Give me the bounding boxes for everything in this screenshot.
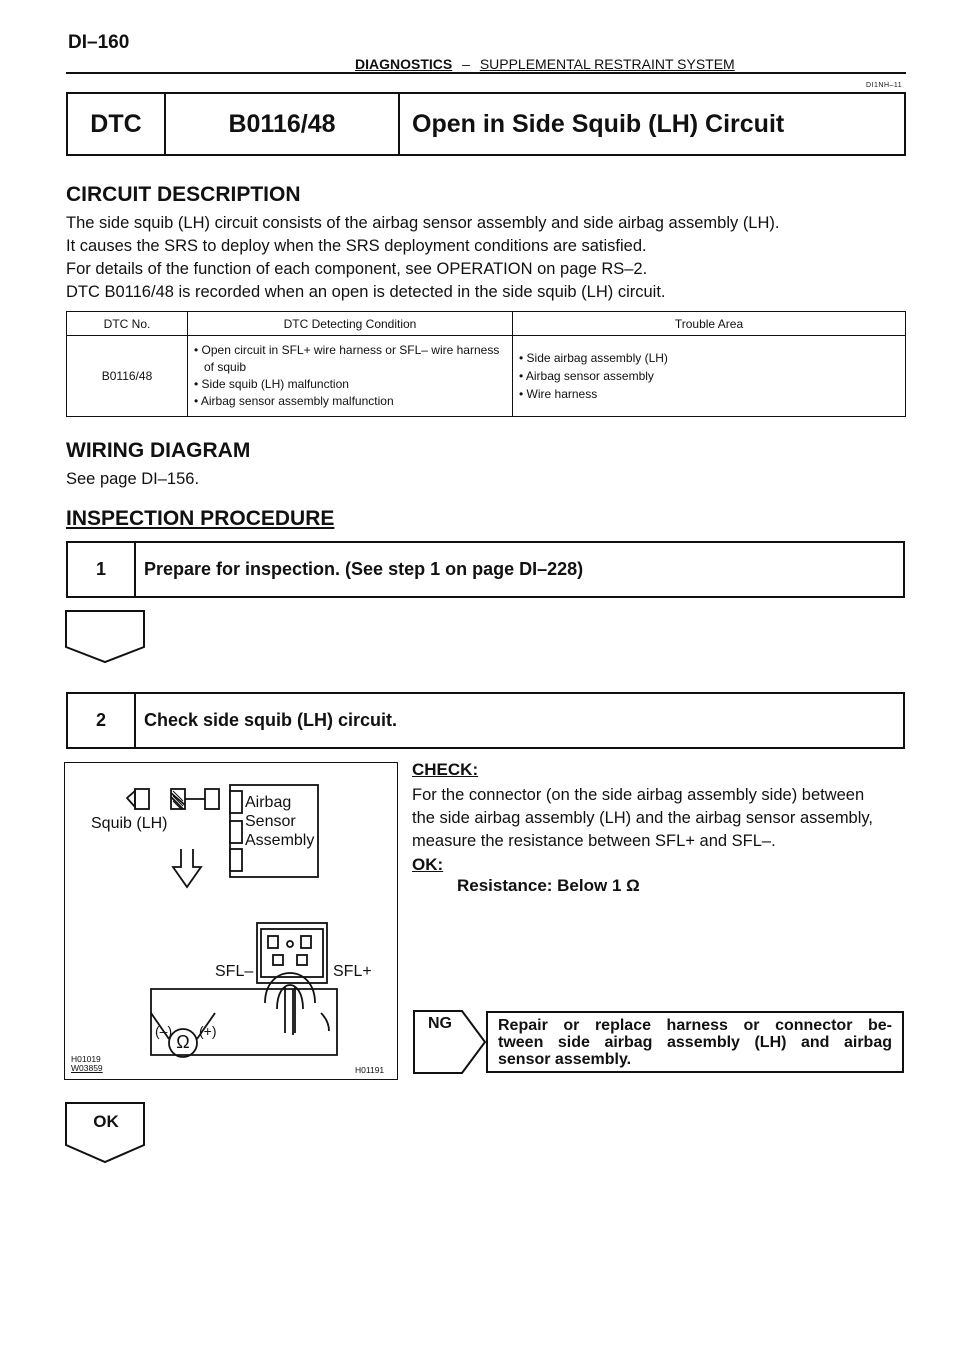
ok-box-label: OK (93, 1112, 119, 1131)
trouble-item: • Wire harness (519, 387, 598, 401)
sensor-label-line: Airbag (245, 794, 292, 811)
section-header (355, 56, 735, 72)
sensor-label (245, 793, 314, 850)
trouble-item: • Airbag sensor assembly (519, 369, 654, 383)
circuit-description-heading: CIRCUIT DESCRIPTION (66, 183, 301, 206)
dtc-label: DTC (68, 94, 166, 154)
wiring-diagram-heading: WIRING DIAGRAM (66, 439, 251, 462)
check-line: For the connector (on the side airbag assembly side) between (412, 786, 865, 804)
circuit-line: The side squib (LH) circuit consists of the airbag sensor assembly and side airbag assembly (LH). (66, 214, 780, 232)
circuit-description-text (66, 212, 916, 304)
condition-item: • Open circuit in SFL+ wire harness or SFL– wire harness (194, 343, 500, 357)
ng-line: tween side airbag assembly (LH) and airbag (498, 1034, 892, 1051)
table-header: DTC No. (67, 312, 188, 336)
step-2-box (66, 692, 905, 749)
sensor-label-line: Sensor (245, 813, 296, 830)
dtc-condition-table (66, 311, 906, 417)
circuit-line: For details of the function of each component, see OPERATION on page RS–2. (66, 260, 648, 278)
connector-figure (64, 762, 398, 1080)
wiring-diagram-text: See page DI–156. (66, 470, 200, 488)
dtc-title-bar (66, 92, 906, 156)
step-1-box (66, 541, 905, 598)
table-header: DTC Detecting Condition (188, 312, 513, 336)
step-2-number: 2 (68, 694, 136, 747)
condition-item: • Side squib (LH) malfunction (194, 377, 349, 391)
check-line: the side airbag assembly (LH) and the airbag sensor assembly, (412, 809, 874, 827)
meter-minus-label: (–) (155, 1023, 173, 1039)
inspection-procedure-heading: INSPECTION PROCEDURE (66, 507, 335, 530)
condition-item: of squib (204, 360, 247, 374)
condition-item: • Airbag sensor assembly malfunction (194, 394, 394, 408)
section-title: DIAGNOSTICS (355, 56, 453, 72)
step-1-number: 1 (68, 543, 136, 596)
circuit-line: DTC B0116/48 is recorded when an open is detected in the side squib (LH) circuit. (66, 283, 666, 301)
table-cell-trouble-area (513, 336, 906, 417)
next-arrow-icon (64, 609, 148, 665)
figure-code-right: H01191 (355, 1065, 385, 1075)
ohm-icon: Ω (176, 1032, 190, 1052)
table-cell-dtc-no: B0116/48 (67, 336, 188, 417)
ok-arrow-icon (64, 1101, 148, 1165)
meter-plus-label: (+) (199, 1023, 217, 1039)
ng-label: NG (428, 1015, 452, 1032)
step-1-text: Prepare for inspection. (See step 1 on page DI–228) (144, 559, 584, 579)
sensor-label-line: Assembly (245, 832, 315, 849)
circuit-line: It causes the SRS to deploy when the SRS deployment conditions are satisfied. (66, 237, 647, 255)
step-2-text: Check side squib (LH) circuit. (144, 710, 398, 730)
ok-label: OK: (412, 855, 444, 874)
ok-value: Resistance: Below 1 Ω (457, 876, 640, 895)
check-line: measure the resistance between SFL+ and SFL–. (412, 832, 776, 850)
dtc-name: Open in Side Squib (LH) Circuit (412, 109, 785, 138)
sfl-minus-label: SFL– (215, 963, 254, 980)
figure-code: H01019 (71, 1054, 101, 1064)
trouble-item: • Side airbag assembly (LH) (519, 351, 668, 365)
table-cell-conditions (188, 336, 513, 417)
header-rule (66, 72, 906, 74)
squib-label: Squib (LH) (91, 815, 168, 832)
check-text (412, 784, 912, 853)
ng-line: Repair or replace harness or connector be- (498, 1017, 892, 1034)
figure-code-left (71, 1055, 103, 1073)
check-label: CHECK: (412, 760, 479, 779)
ng-action-box (486, 1011, 904, 1073)
ng-line: sensor assembly. (498, 1051, 632, 1068)
section-separator: – (462, 56, 470, 72)
page-number: DI–160 (68, 32, 130, 53)
figure-code: W03859 (71, 1063, 103, 1073)
sfl-plus-label: SFL+ (333, 963, 372, 980)
connector-diagram (65, 763, 397, 1079)
subsection-title: SUPPLEMENTAL RESTRAINT SYSTEM (479, 56, 735, 72)
doc-code: DI1NH–11 (866, 82, 903, 89)
dtc-code: B0116/48 (166, 94, 400, 154)
table-header: Trouble Area (513, 312, 906, 336)
